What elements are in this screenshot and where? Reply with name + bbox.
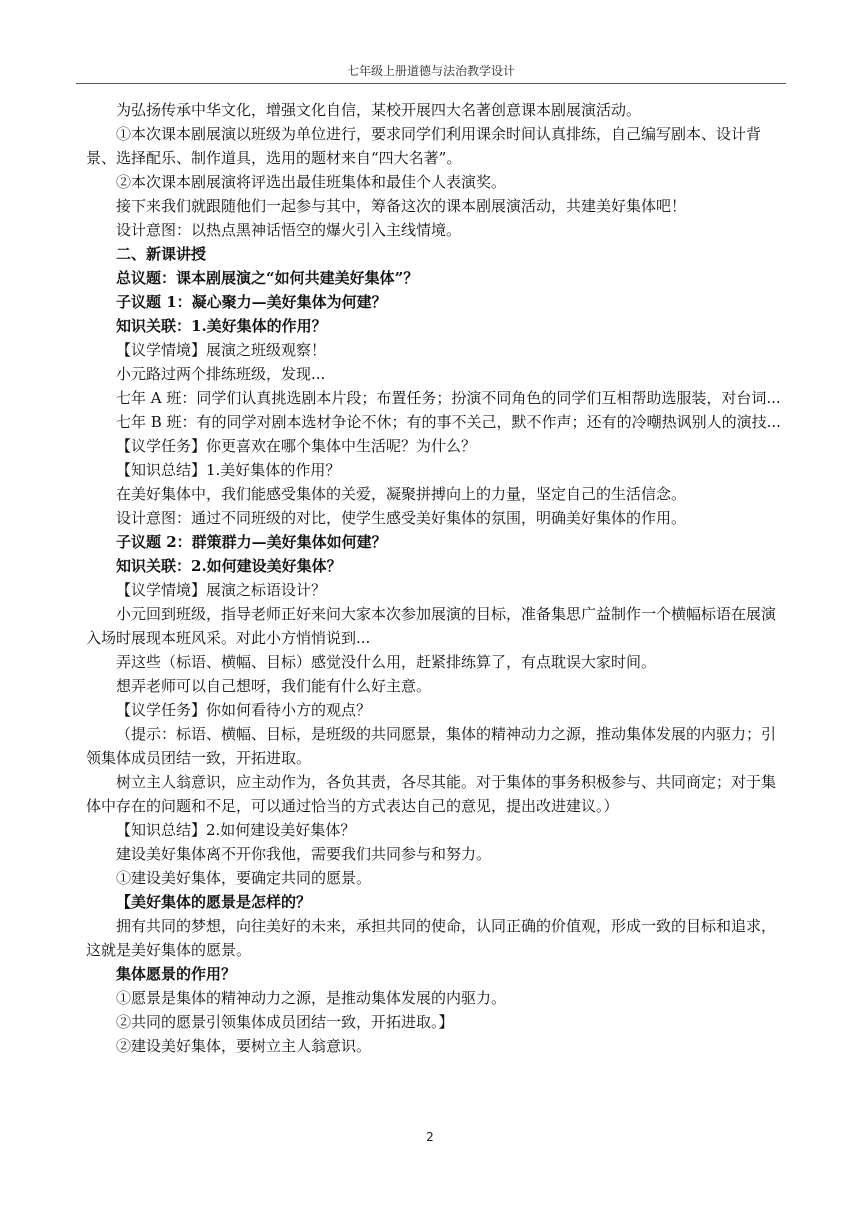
- paragraph: 【议学情境】展演之标语设计？: [116, 581, 327, 599]
- paragraph: 七年 A 班：同学们认真挑选剧本片段；布置任务；扮演不同角色的同学们互相帮助选服装，对台词...: [116, 389, 781, 407]
- paragraph: ①本次课本剧展演以班级为单位进行，要求同学们利用课余时间认真排练，自己编写剧本、设计背景、选择配乐、制作道具，选用的题材来自“四大名著”。: [86, 125, 762, 167]
- paragraph: 【美好集体的愿景是怎样的？: [116, 893, 312, 911]
- paragraph: ②共同的愿景引领集体成员团结一致，开拓进取。】: [116, 1013, 454, 1031]
- paragraph: 集体愿景的作用？: [116, 965, 237, 983]
- paragraph: ①愿景是集体的精神动力之源，是推动集体发展的内驱力。: [116, 989, 507, 1007]
- paragraph: 设计意图：通过不同班级的对比，使学生感受美好集体的氛围，明确美好集体的作用。: [116, 509, 687, 527]
- paragraph: 【议学任务】你如何看待小方的观点？: [116, 701, 372, 719]
- paragraph: 子议题 2：群策群力—美好集体如何建？: [116, 533, 387, 551]
- paragraph: ①建设美好集体，要确定共同的愿景。: [116, 869, 372, 887]
- paragraph: 树立主人翁意识，应主动作为，各负其责，各尽其能。对于集体的事务积极参与、共同商定；对于集体中存在的问题和不足，可以通过恰当的方式表达自己的意见，提出改进建议。）: [86, 773, 777, 815]
- paragraph: 小元回到班级，指导老师正好来问大家本次参加展演的目标，准备集思广益制作一个横幅标语在展演入场时展现本班风采。对此小方悄悄说到...: [86, 605, 777, 647]
- paragraph: ②本次课本剧展演将评选出最佳班集体和最佳个人表演奖。: [116, 173, 507, 191]
- paragraph: 拥有共同的梦想，向往美好的未来，承担共同的使命，认同正确的价值观，形成一致的目标和追求，这就是美好集体的愿景。: [86, 917, 777, 959]
- paragraph: 【议学情境】展演之班级观察！: [116, 341, 327, 359]
- document-body: [86, 98, 786, 1058]
- paragraph: 知识关联：1.美好集体的作用？: [116, 317, 327, 335]
- header-divider: [76, 83, 786, 84]
- paragraph: 设计意图：以热点黑神话悟空的爆火引入主线情境。: [116, 221, 462, 239]
- page-header-title: 七年级上册道德与法治教学设计: [346, 64, 515, 78]
- paragraph: 七年 B 班：有的同学对剧本选材争论不休；有的事不关己，默不作声；还有的冷嘲热讽别人的演技...: [116, 413, 781, 431]
- paragraph: 子议题 1：凝心聚力—美好集体为何建？: [116, 293, 387, 311]
- paragraph: 【知识总结】1.美好集体的作用？: [116, 461, 341, 479]
- paragraph: 在美好集体中，我们能感受集体的关爱，凝聚拼搏向上的力量，坚定自己的生活信念。: [116, 485, 687, 503]
- paragraph: 小元路过两个排练班级，发现...: [116, 365, 326, 383]
- paragraph: 建设美好集体离不开你我他，需要我们共同参与和努力。: [116, 845, 492, 863]
- paragraph: 接下来我们就跟随他们一起参与其中，筹备这次的课本剧展演活动，共建美好集体吧！: [116, 197, 687, 215]
- paragraph: 【议学任务】你更喜欢在哪个集体中生活呢？为什么？: [116, 437, 477, 455]
- paragraph: 想弄老师可以自己想呀，我们能有什么好主意。: [116, 677, 432, 695]
- paragraph: 为弘扬传承中华文化，增强文化自信，某校开展四大名著创意课本剧展演活动。: [116, 101, 642, 119]
- page-number: 2: [426, 1130, 434, 1144]
- paragraph: 【知识总结】2.如何建设美好集体？: [116, 821, 356, 839]
- paragraph: 二、新课讲授: [116, 245, 207, 263]
- paragraph: 知识关联：2.如何建设美好集体？: [116, 557, 342, 575]
- paragraph: （提示：标语、横幅、目标，是班级的共同愿景，集体的精神动力之源，推动集体发展的内驱力；引领集体成员团结一致，开拓进取。: [86, 725, 777, 767]
- paragraph: 总议题：课本剧展演之“如何共建美好集体”？: [116, 269, 419, 287]
- paragraph: ②建设美好集体，要树立主人翁意识。: [116, 1037, 372, 1055]
- paragraph: 弄这些（标语、横幅、目标）感觉没什么用，赶紧排练算了，有点耽误大家时间。: [116, 653, 657, 671]
